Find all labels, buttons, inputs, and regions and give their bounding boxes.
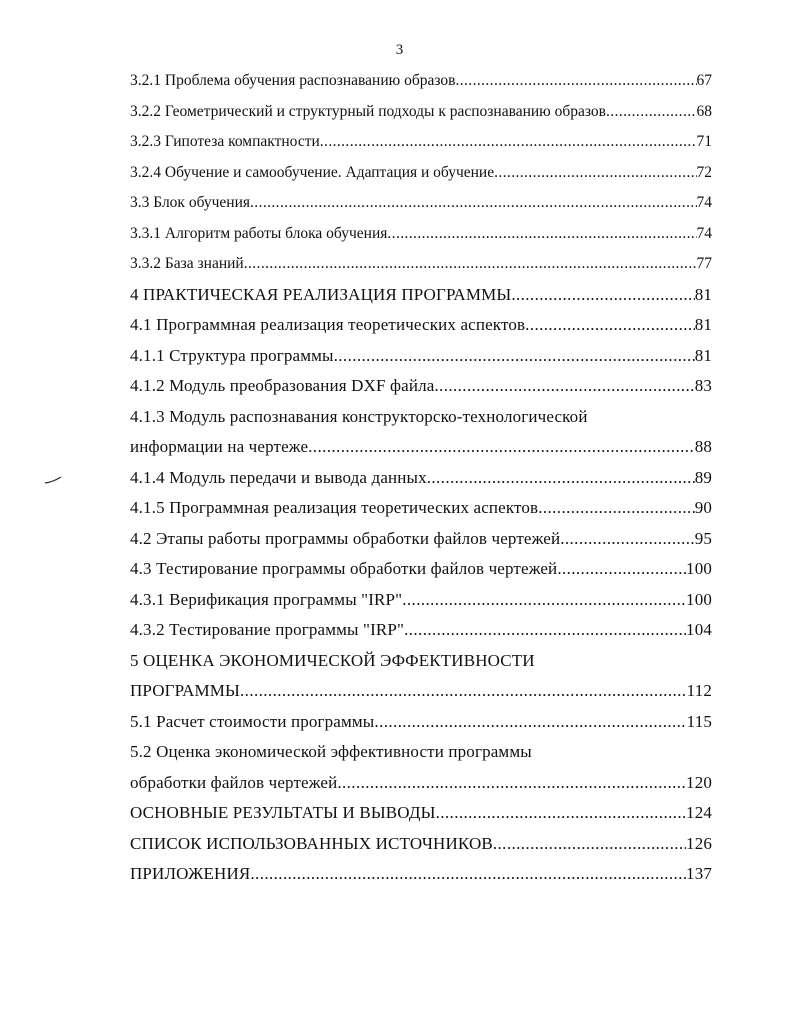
dot-leader — [334, 341, 695, 372]
toc-entry[interactable] — [130, 188, 712, 219]
toc-entry[interactable] — [130, 829, 712, 860]
dot-leader — [374, 707, 686, 738]
toc-entry-page: 104 — [686, 620, 712, 639]
toc-entry[interactable] — [130, 585, 712, 616]
toc-entry-title: ПРОГРАММЫ — [130, 681, 241, 700]
toc-entry-title: 3.2.1 Проблема обучения распознаванию образов — [130, 72, 456, 89]
toc-entry[interactable] — [130, 676, 712, 707]
toc-entry-page: 81 — [694, 284, 712, 304]
pen-mark — [44, 475, 62, 485]
toc-entry[interactable] — [130, 493, 712, 524]
toc-entry[interactable] — [130, 341, 712, 372]
dot-leader — [455, 66, 696, 97]
toc-entry[interactable] — [130, 432, 712, 463]
toc-entry-title: 3.2.3 Гипотеза компактности — [130, 133, 320, 150]
toc-entry-title: 4.1.4 Модуль передачи и вывода данных — [130, 467, 427, 487]
toc-entry-page: 90 — [694, 498, 712, 517]
toc-entry-title: информации на чертеже — [130, 437, 309, 456]
toc-entry[interactable] — [130, 554, 712, 585]
toc-entry-title: обработки файлов чертежей — [130, 772, 338, 792]
toc-entry[interactable] — [130, 127, 712, 158]
toc-entry-title: 3.3 Блок обучения — [130, 194, 251, 211]
toc-entry-title: 5.1 Расчет стоимости программы — [130, 711, 375, 731]
toc-entry-page: 100 — [686, 559, 712, 578]
toc-entry-title: 4.3.2 Тестирование программы "IRP" — [130, 620, 405, 639]
toc-entry-page: 77 — [696, 255, 712, 272]
dot-leader — [427, 463, 695, 494]
dot-leader — [525, 310, 695, 341]
toc-entry-first-line: 4.1.3 Модуль распознавания конструкторско-технологической — [130, 406, 588, 426]
toc-entry-page: 120 — [686, 772, 712, 792]
dot-leader — [250, 859, 686, 890]
toc-entry[interactable] — [130, 66, 712, 97]
toc-entry-page: 126 — [686, 833, 712, 853]
toc-entry-title: 4.2 Этапы работы программы обработки файлов чертежей — [130, 528, 561, 548]
toc-entry-title: ОСНОВНЫЕ РЕЗУЛЬТАТЫ И ВЫВОДЫ — [130, 803, 436, 822]
toc-entry-page: 95 — [694, 528, 712, 548]
dot-leader — [240, 676, 687, 707]
toc-entry[interactable] — [130, 97, 712, 128]
toc-entry[interactable] — [130, 859, 712, 890]
dot-leader — [250, 188, 696, 219]
dot-leader — [434, 371, 694, 402]
toc-entry-title: 4.1.1 Структура программы — [130, 345, 334, 365]
toc-entry-title: 4.1.2 Модуль преобразования DXF файла — [130, 376, 435, 395]
dot-leader — [436, 798, 686, 829]
dot-leader — [557, 554, 686, 585]
toc-entry[interactable] — [130, 310, 712, 341]
dot-leader — [337, 768, 686, 799]
toc-entry-page: 71 — [696, 133, 712, 150]
toc-entry-title: ПРИЛОЖЕНИЯ — [130, 864, 251, 883]
toc-entry-first-line: 5 ОЦЕНКА ЭКОНОМИЧЕСКОЙ ЭФФЕКТИВНОСТИ — [130, 650, 535, 670]
toc-entry-page: 68 — [696, 102, 712, 120]
toc-entry[interactable] — [130, 158, 712, 189]
toc-entry-page: 124 — [686, 803, 712, 822]
toc-entry[interactable] — [130, 707, 712, 738]
toc-entry-page: 137 — [686, 864, 712, 883]
dot-leader — [320, 127, 697, 158]
toc-entry[interactable] — [130, 280, 712, 311]
toc-entry-page: 72 — [696, 163, 712, 181]
toc-entry-page: 89 — [694, 467, 712, 487]
toc-entry-title: 3.2.2 Геометрический и структурный подходы к распознаванию образов — [130, 102, 606, 120]
toc-entry-page: 83 — [694, 376, 712, 395]
dot-leader — [494, 158, 696, 189]
toc-entry-title: 4.1.5 Программная реализация теоретических аспектов — [130, 498, 539, 517]
toc-entry[interactable] — [130, 798, 712, 829]
dot-leader — [404, 615, 686, 646]
toc-entry-title: 3.3.1 Алгоритм работы блока обучения — [130, 224, 388, 242]
toc-entry[interactable] — [130, 615, 712, 646]
toc-entry-page: 74 — [696, 224, 712, 242]
toc-entry[interactable] — [130, 463, 712, 494]
dot-leader — [308, 432, 695, 463]
toc-entry-page: 81 — [694, 315, 712, 334]
toc-entry[interactable] — [130, 219, 712, 250]
toc-entry-page: 74 — [696, 194, 712, 211]
toc-entry-page: 100 — [686, 589, 712, 609]
toc-entry-title: 4.3.1 Верификация программы "IRP" — [130, 589, 403, 609]
toc-entry-title: 3.2.4 Обучение и самообучение. Адаптация и обучение — [130, 163, 495, 181]
toc-entry-title: 3.3.2 База знаний — [130, 255, 244, 272]
dot-leader — [606, 97, 697, 128]
toc-entry[interactable] — [130, 768, 712, 799]
dot-leader — [244, 249, 697, 280]
toc-entry[interactable] — [130, 524, 712, 555]
toc-entry-title: 4 ПРАКТИЧЕСКАЯ РЕАЛИЗАЦИЯ ПРОГРАММЫ — [130, 284, 512, 304]
page-number: 3 — [395, 42, 404, 58]
dot-leader — [538, 493, 694, 524]
toc-entry-page: 67 — [696, 72, 712, 89]
toc-entry-page: 112 — [686, 681, 712, 700]
table-of-contents — [130, 66, 712, 890]
dot-leader — [511, 280, 694, 311]
toc-entry-page: 115 — [686, 711, 712, 731]
toc-entry-page: 81 — [694, 345, 712, 365]
toc-entry-first-line: 5.2 Оценка экономической эффективности программы — [130, 742, 532, 761]
toc-entry[interactable] — [130, 371, 712, 402]
dot-leader — [387, 219, 696, 250]
dot-leader — [493, 829, 686, 860]
dot-leader — [402, 585, 686, 616]
toc-entry-title: СПИСОК ИСПОЛЬЗОВАННЫХ ИСТОЧНИКОВ — [130, 833, 493, 853]
toc-entry[interactable] — [130, 249, 712, 280]
toc-entry-title: 4.1 Программная реализация теоретических аспектов — [130, 315, 526, 334]
toc-entry-page: 88 — [694, 437, 712, 456]
dot-leader — [560, 524, 694, 555]
toc-entry-title: 4.3 Тестирование программы обработки файлов чертежей — [130, 559, 558, 578]
